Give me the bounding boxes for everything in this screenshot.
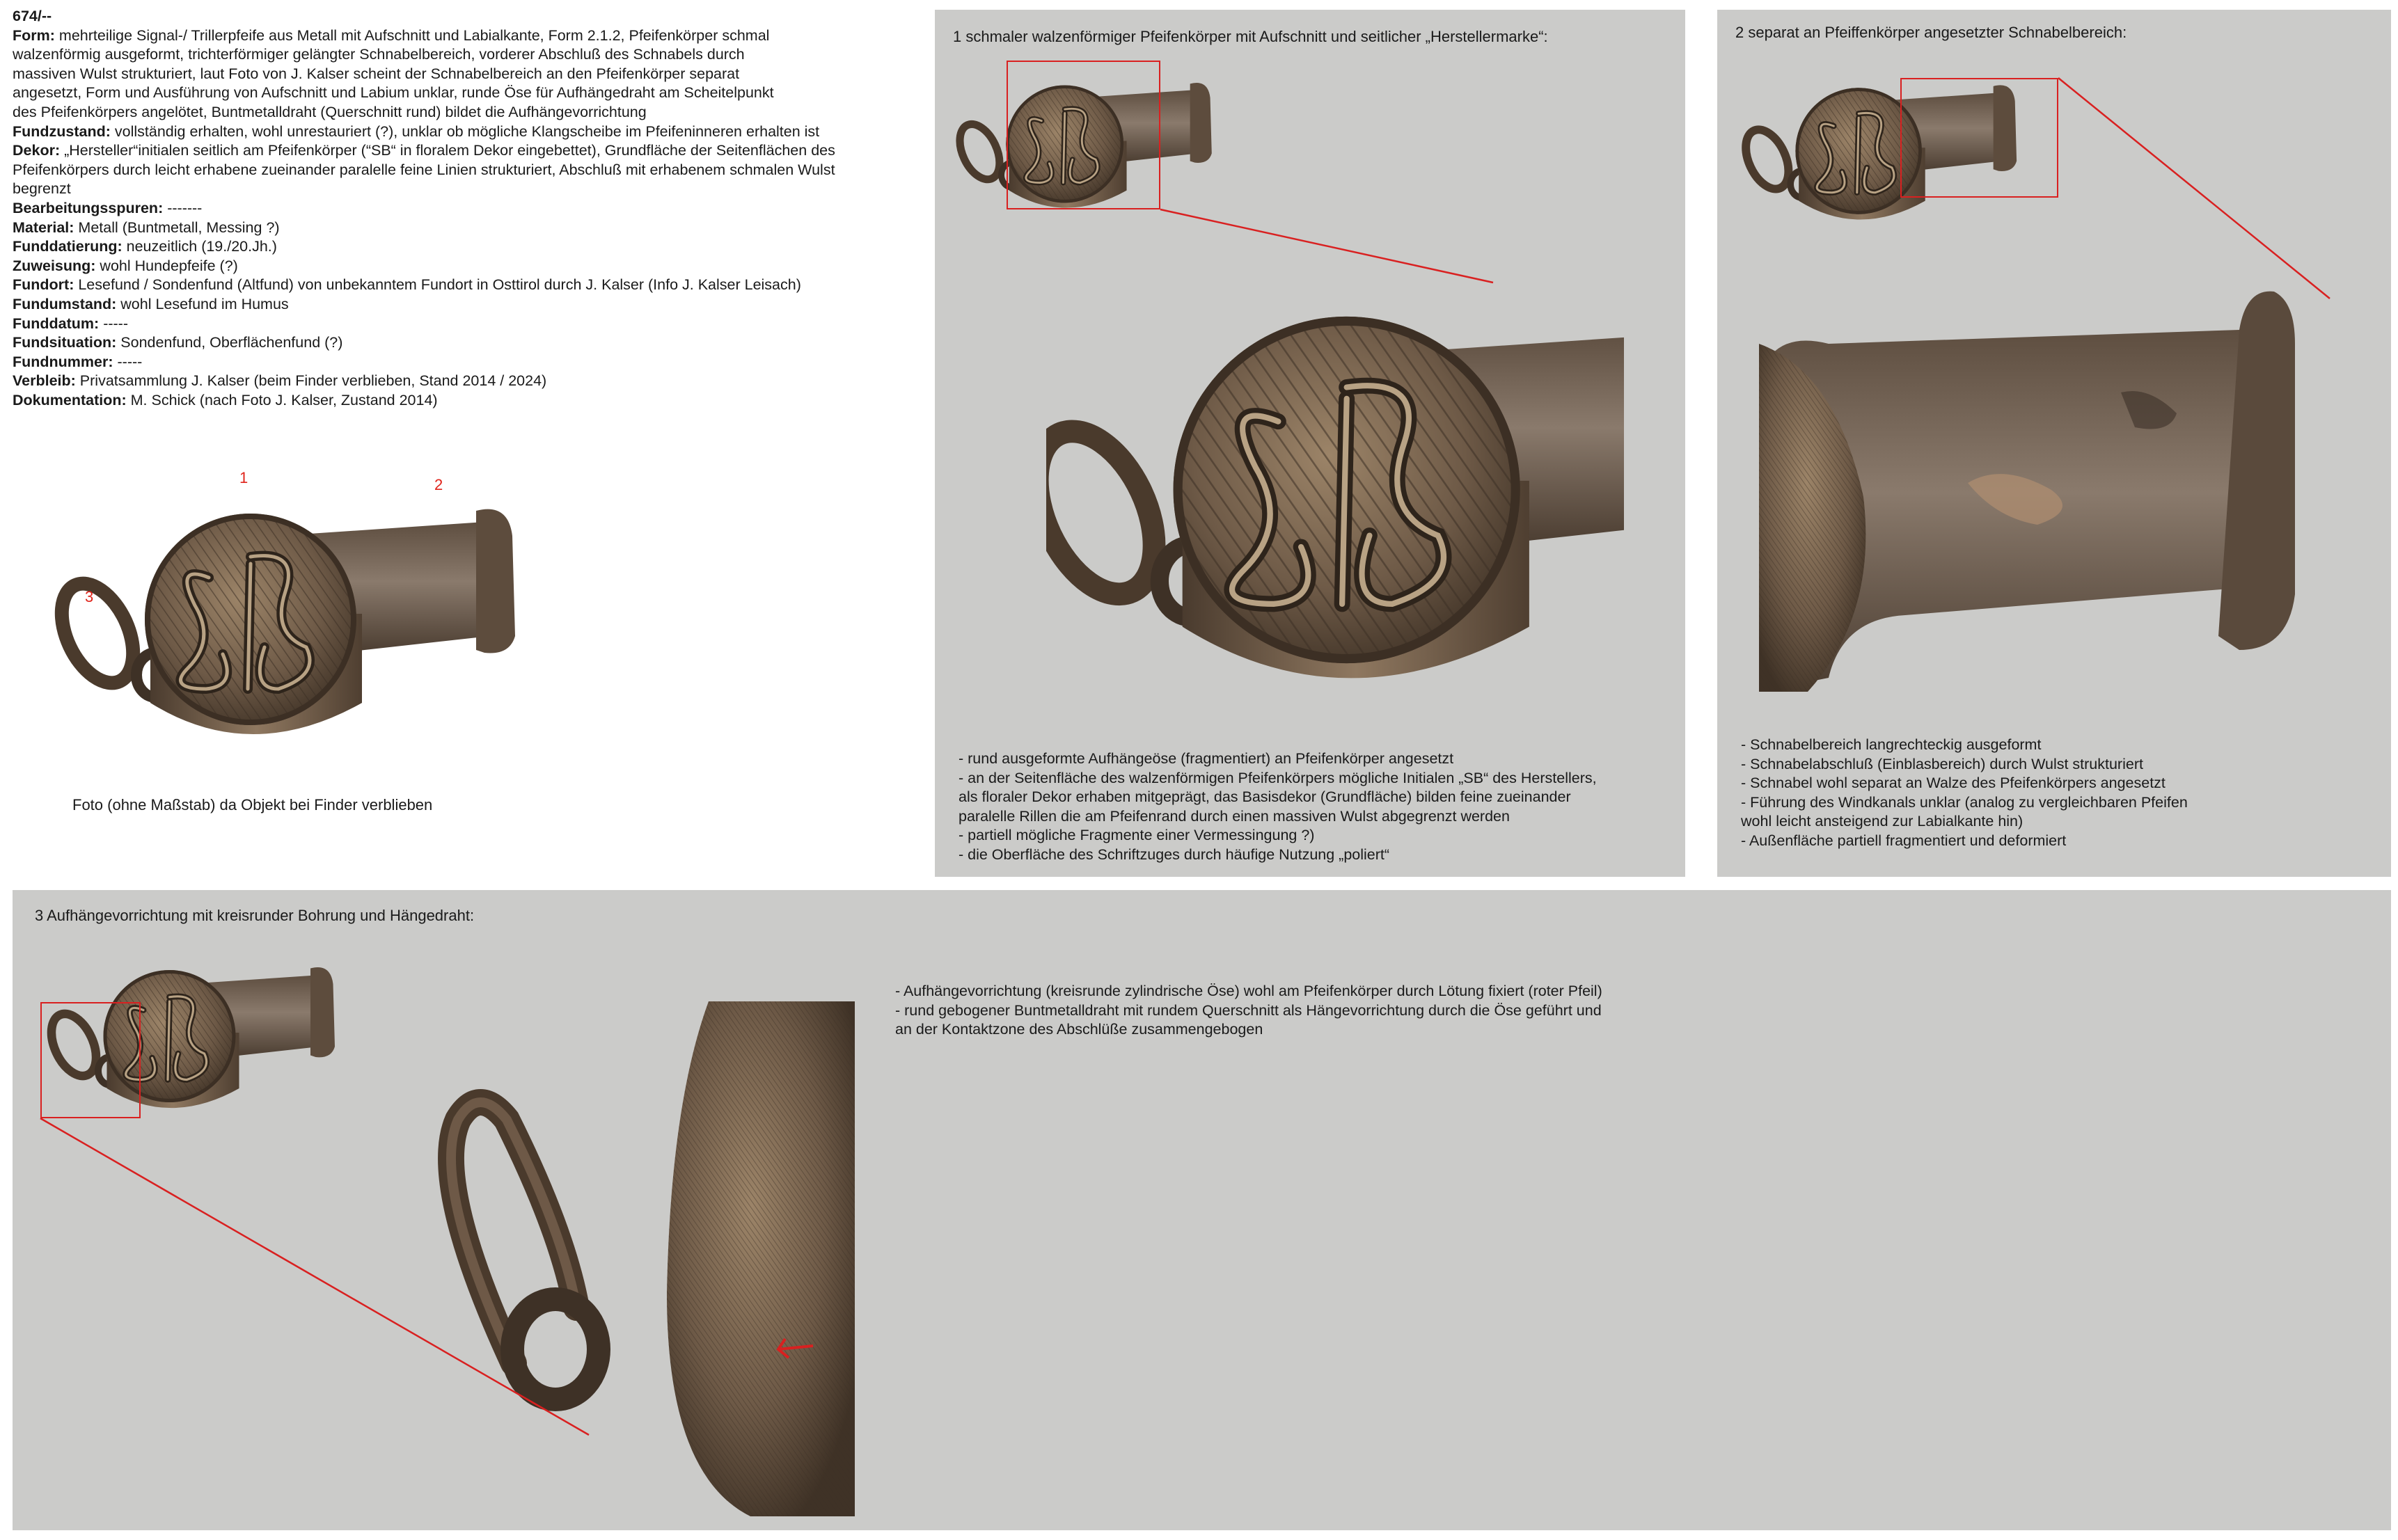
bullet-item: - Aufhängevorrichtung (kreisrunde zylindrische Öse) wohl am Pfeifenkörper durch Lötung fixiert (roter Pfeil)	[895, 983, 1602, 999]
panel1-bullets	[959, 749, 1597, 865]
panel2-zoom-image	[1759, 288, 2330, 706]
verbleib-value: Privatsammlung J. Kalser (beim Finder verblieben, Stand 2014 / 2024)	[79, 372, 547, 390]
photo-caption: Foto (ohne Maßstab) da Objekt bei Finder verblieben	[72, 796, 433, 813]
bullet-item: - die Oberfläche des Schriftzuges durch häufige Nutzung „poliert“	[959, 846, 1390, 863]
fundumstand-label: Fundumstand:	[13, 295, 117, 312]
zuweisung-label: Zuweisung:	[13, 257, 96, 274]
funddatierung-value: neuzeitlich (19./20.Jh.)	[126, 238, 277, 255]
panel1-zoom-image	[1046, 281, 1624, 727]
form-label: Form:	[13, 26, 55, 44]
fundumstand-value: wohl Lesefund im Humus	[120, 295, 289, 312]
fundnummer-label: Fundnummer:	[13, 353, 113, 370]
bullet-item: - Schnabel wohl separat an Walze des Pfeifenkörpers angesetzt	[1741, 775, 2166, 792]
panel2-zoom-box	[1900, 78, 2058, 198]
marker-3: 3	[85, 588, 94, 605]
bearbeitung-value: -------	[167, 199, 203, 216]
bullet-item: - Außenfläche partiell fragmentiert und deformiert	[1741, 832, 2067, 849]
dekor-text: begrenzt	[13, 180, 71, 198]
dokumentation-value: M. Schick (nach Foto J. Kalser, Zustand 2014)	[130, 391, 438, 408]
form-text: des Pfeifenkörpers angelötet, Buntmetalldraht (Querschnitt rund) bildet die Aufhängevorrichtung	[13, 103, 647, 120]
fundsituation-label: Fundsituation:	[13, 334, 117, 351]
bullet-item: paralelle Rillen die am Pfeifenrand durch einen massiven Wulst abgegrenzt werden	[959, 807, 1510, 825]
marker-1: 1	[239, 469, 249, 486]
material-value: Metall (Buntmetall, Messing ?)	[78, 219, 280, 236]
bearbeitung-label: Bearbeitungsspuren:	[13, 199, 164, 216]
panel3-bullets	[895, 982, 1602, 1040]
marker-2: 2	[434, 476, 443, 493]
form-text: massiven Wulst strukturiert, laut Foto von J. Kalser scheint der Schnabelbereich an den Pfeifenkörper separat	[13, 65, 740, 82]
bullet-item: - rund ausgeformte Aufhängeöse (fragmentiert) an Pfeifenkörper angesetzt	[959, 750, 1454, 767]
fundzustand-value: vollständig erhalten, wohl unrestauriert (?), unklar ob mögliche Klangscheibe im Pfeifeninneren erhalten ist	[114, 122, 820, 140]
fundort-label: Fundort:	[13, 276, 74, 294]
catalog-text	[13, 7, 910, 410]
verbleib-label: Verbleib:	[13, 372, 76, 390]
bullet-item: - Führung des Windkanals unklar (analog zu vergleichbaren Pfeifen	[1741, 793, 2188, 811]
bullet-item: - an der Seitenfläche des walzenförmigen Pfeifenkörpers mögliche Initialen „SB“ des Herstellers,	[959, 769, 1597, 786]
dekor-label: Dekor:	[13, 142, 61, 159]
bullet-item: - partiell mögliche Fragmente einer Vermessingung ?)	[959, 827, 1315, 844]
funddatum-label: Funddatum:	[13, 315, 100, 332]
panel3-zoom-box	[40, 1002, 141, 1118]
dokumentation-label: Dokumentation:	[13, 391, 127, 408]
form-text: angesetzt, Form und Ausführung von Aufschnitt und Labium unklar, runde Öse für Aufhängedraht am Scheitelpunkt	[13, 84, 774, 102]
main-whistle-photo	[28, 480, 543, 765]
panel1-title: 1 schmaler walzenförmiger Pfeifenkörper mit Aufschnitt und seitlicher „Herstellermarke“:	[953, 28, 1548, 45]
panel2-title: 2 separat an Pfeiffenkörper angesetzter Schnabelbereich:	[1735, 24, 2127, 41]
dekor-text: „Hersteller“initialen seitlich am Pfeifenkörper (“SB“ in floralem Dekor eingebettet), Grundfläche der Seitenflächen des	[64, 142, 835, 159]
funddatum-value: -----	[103, 315, 128, 332]
zuweisung-value: wohl Hundepfeife (?)	[100, 257, 238, 274]
panel3-title: 3 Aufhängevorrichtung mit kreisrunder Bohrung und Hängedraht:	[35, 907, 475, 924]
panel2-bullets	[1741, 736, 2188, 851]
panel1-zoom-box	[1007, 61, 1160, 209]
fundsituation-value: Sondenfund, Oberflächenfund (?)	[120, 334, 343, 351]
form-text: mehrteilige Signal-/ Trillerpfeife aus Metall mit Aufschnitt und Labialkante, Form 2.1.2, Pfeifenkörper schmal	[58, 26, 770, 44]
material-label: Material:	[13, 219, 74, 236]
form-text: walzenförmig ausgeformt, trichterförmiger gelängter Schnabelbereich, vorderer Abschluß des Schnabels durch	[13, 46, 745, 63]
panel-suspension	[13, 890, 2391, 1530]
funddatierung-label: Funddatierung:	[13, 238, 123, 255]
catalog-header: 674/--	[13, 8, 52, 24]
bullet-item: wohl leicht ansteigend zur Labialkante hin)	[1741, 813, 2024, 830]
dekor-text: Pfeifenkörpers durch leicht erhabene zueinander paralelle feine Linien strukturiert, Abschluß mit erhabenem schmalen Wulst	[13, 161, 835, 178]
fundort-value: Lesefund / Sondenfund (Altfund) von unbekanntem Fundort in Osttirol durch J. Kalser (Info J. Kalser Leisach)	[78, 276, 801, 294]
bullet-item: - Schnabelbereich langrechteckig ausgeformt	[1741, 736, 2042, 753]
bullet-item: als floraler Dekor erhaben mitgeprägt, das Basisdekor (Grundfläche) bilden feine zueinander	[959, 788, 1571, 806]
panel-whistle-body	[935, 10, 1685, 877]
fundnummer-value: -----	[117, 353, 143, 370]
panel3-zoom-image	[402, 1001, 855, 1516]
bullet-item: an der Kontaktzone des Abschlüße zusammengebogen	[895, 1021, 1263, 1038]
bullet-item: - rund gebogener Buntmetalldraht mit rundem Querschnitt als Hängevorrichtung durch die Öse geführt und	[895, 1001, 1602, 1019]
panel-beak	[1717, 10, 2391, 877]
fundzustand-label: Fundzustand:	[13, 122, 111, 140]
bullet-item: - Schnabelabschluß (Einblasbereich) durch Wulst strukturiert	[1741, 755, 2143, 772]
